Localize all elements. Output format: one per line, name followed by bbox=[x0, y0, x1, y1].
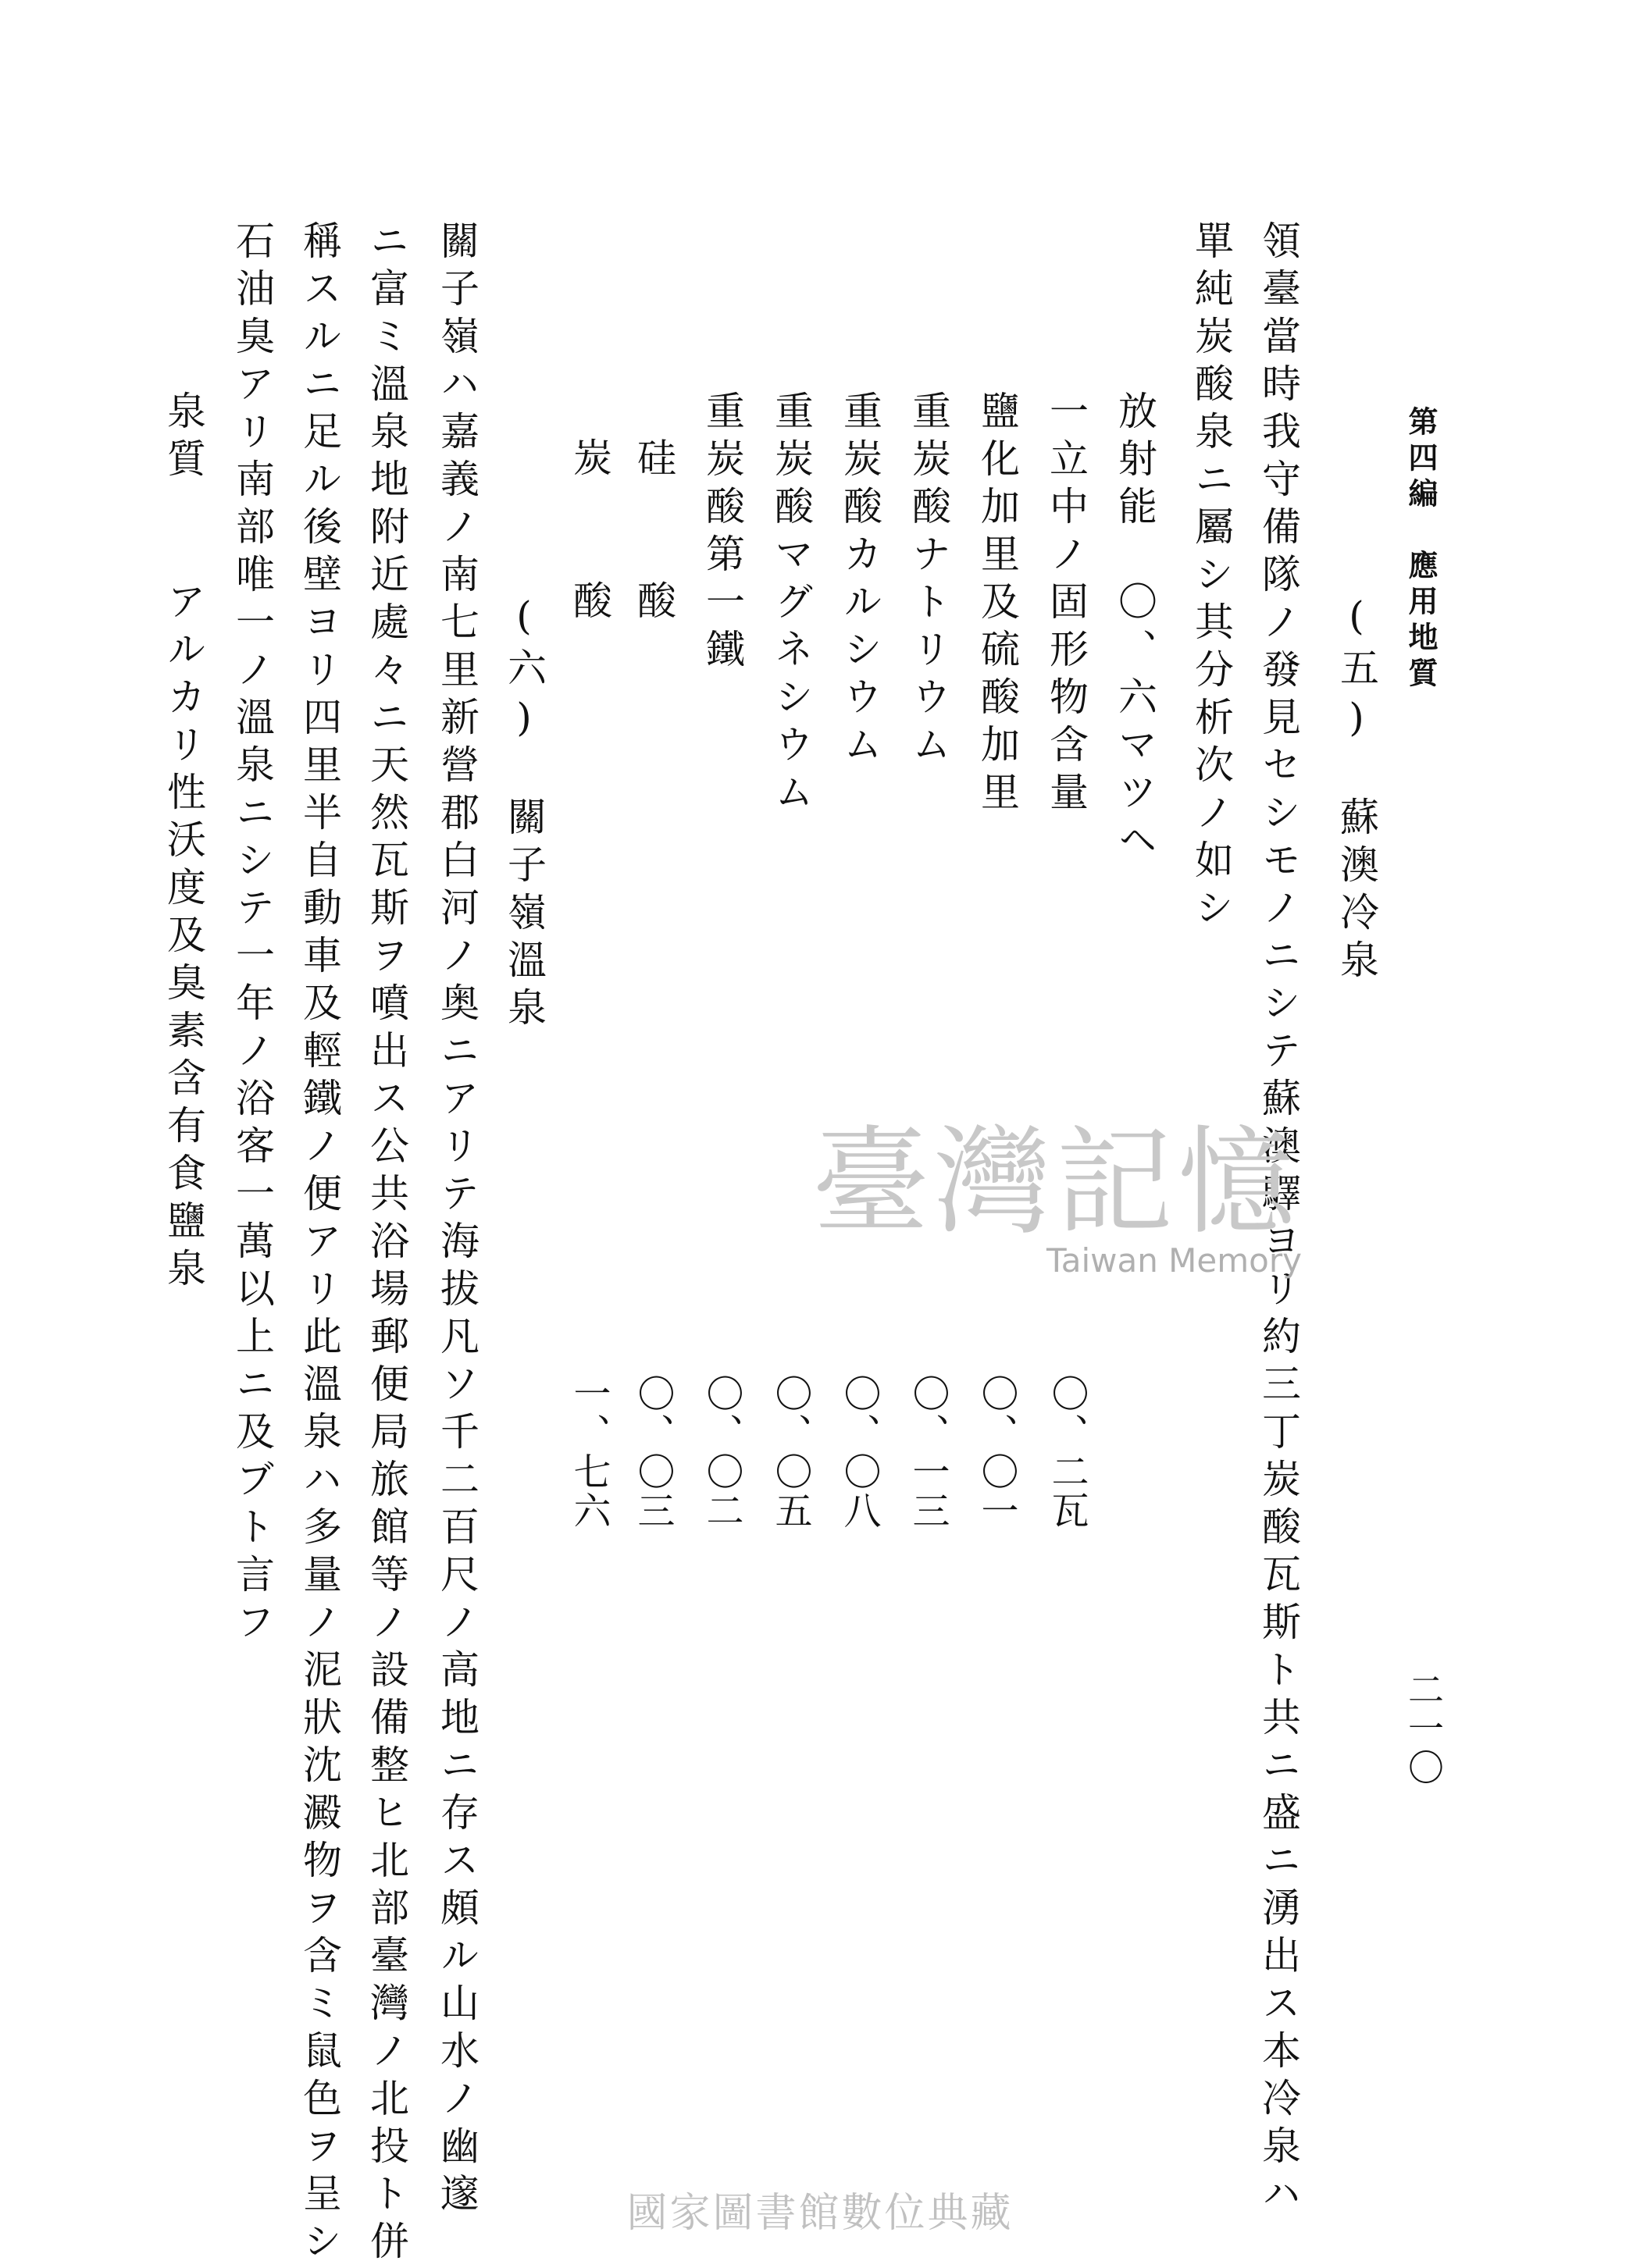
section-heading-guanziling: (六) 關子嶺溫泉 bbox=[501, 593, 547, 1034]
watermark-english-text: Taiwan Memory bbox=[1046, 1241, 1302, 1280]
library-footer: 國家圖書館數位典藏 bbox=[626, 2190, 1014, 2237]
paragraph-line: 關子嶺ハ嘉義ノ南七里新營郡白河ノ奥ニアリテ海拔凡ソ千二百尺ノ高地ニ存ス頗ル山水ノ幽邃 bbox=[434, 220, 480, 2220]
analysis-item-value: 〇、二瓦 bbox=[1045, 1374, 1089, 1530]
chapter-header: 第四編 應用地質 bbox=[1403, 406, 1439, 693]
spring-quality-line: 泉質 アルカリ性沃度及臭素含有食鹽泉 bbox=[161, 390, 206, 1295]
analysis-item-label: 重炭酸ナトリウム bbox=[906, 390, 951, 771]
analysis-item-label: 一立中ノ固形物含量 bbox=[1043, 390, 1089, 819]
taiwan-memory-watermark bbox=[812, 1115, 1312, 1304]
analysis-item-label: 硅 酸 bbox=[631, 437, 676, 628]
paragraph-line: 石油臭アリ南部唯一ノ溫泉ニシテ一年ノ浴客一萬以上ニ及ブト言フ bbox=[230, 220, 275, 1649]
analysis-item-label: 炭 酸 bbox=[567, 437, 612, 628]
analysis-item-label: 重炭酸第一鐵 bbox=[700, 390, 745, 676]
analysis-item-label: 重炭酸マグネシウム bbox=[768, 390, 814, 819]
analysis-item-value: 〇、〇五 bbox=[768, 1374, 812, 1530]
paragraph-line: ニ富ミ溫泉地附近處々ニ天然瓦斯ヲ噴出ス公共浴場郵便局旅館等ノ設備整ヒ北部臺灣ノ北投ト併 bbox=[364, 220, 409, 2268]
analysis-item-value: 〇、〇一 bbox=[975, 1374, 1018, 1530]
paragraph-line: 領臺當時我守備隊ノ發見セシモノニシテ蘇澳驛ヨリ約三丁炭酸瓦斯ト共ニ盛ニ湧出ス本冷泉ハ bbox=[1256, 220, 1301, 2220]
analysis-item-value: 〇、〇八 bbox=[837, 1374, 881, 1530]
analysis-item-value: 〇、一三 bbox=[906, 1374, 950, 1530]
paragraph-line: 單純炭酸泉ニ屬シ其分析次ノ如シ bbox=[1189, 220, 1234, 935]
section-heading-suao: (五) 蘇澳冷泉 bbox=[1334, 593, 1379, 987]
analysis-item-label: 重炭酸カルシウム bbox=[837, 390, 882, 771]
analysis-item-label: 鹽化加里及硫酸加里 bbox=[975, 390, 1020, 819]
analysis-item-value: 一、七六 bbox=[567, 1374, 611, 1530]
analysis-item-label: 放射能 〇、六マツヘ bbox=[1112, 390, 1157, 867]
analysis-item-value: 〇、〇二 bbox=[700, 1374, 743, 1530]
paragraph-line: 稱スルニ足ル後壁ヨリ四里半自動車及輕鐵ノ便アリ此溫泉ハ多量ノ泥狀沈澱物ヲ含ミ鼠色ヲ呈シ bbox=[297, 220, 342, 2268]
watermark-cjk-text: 臺灣記憶 bbox=[812, 1115, 1300, 1251]
analysis-item-value: 〇、〇三 bbox=[631, 1374, 675, 1530]
page-number: 二一〇 bbox=[1403, 1671, 1445, 1788]
